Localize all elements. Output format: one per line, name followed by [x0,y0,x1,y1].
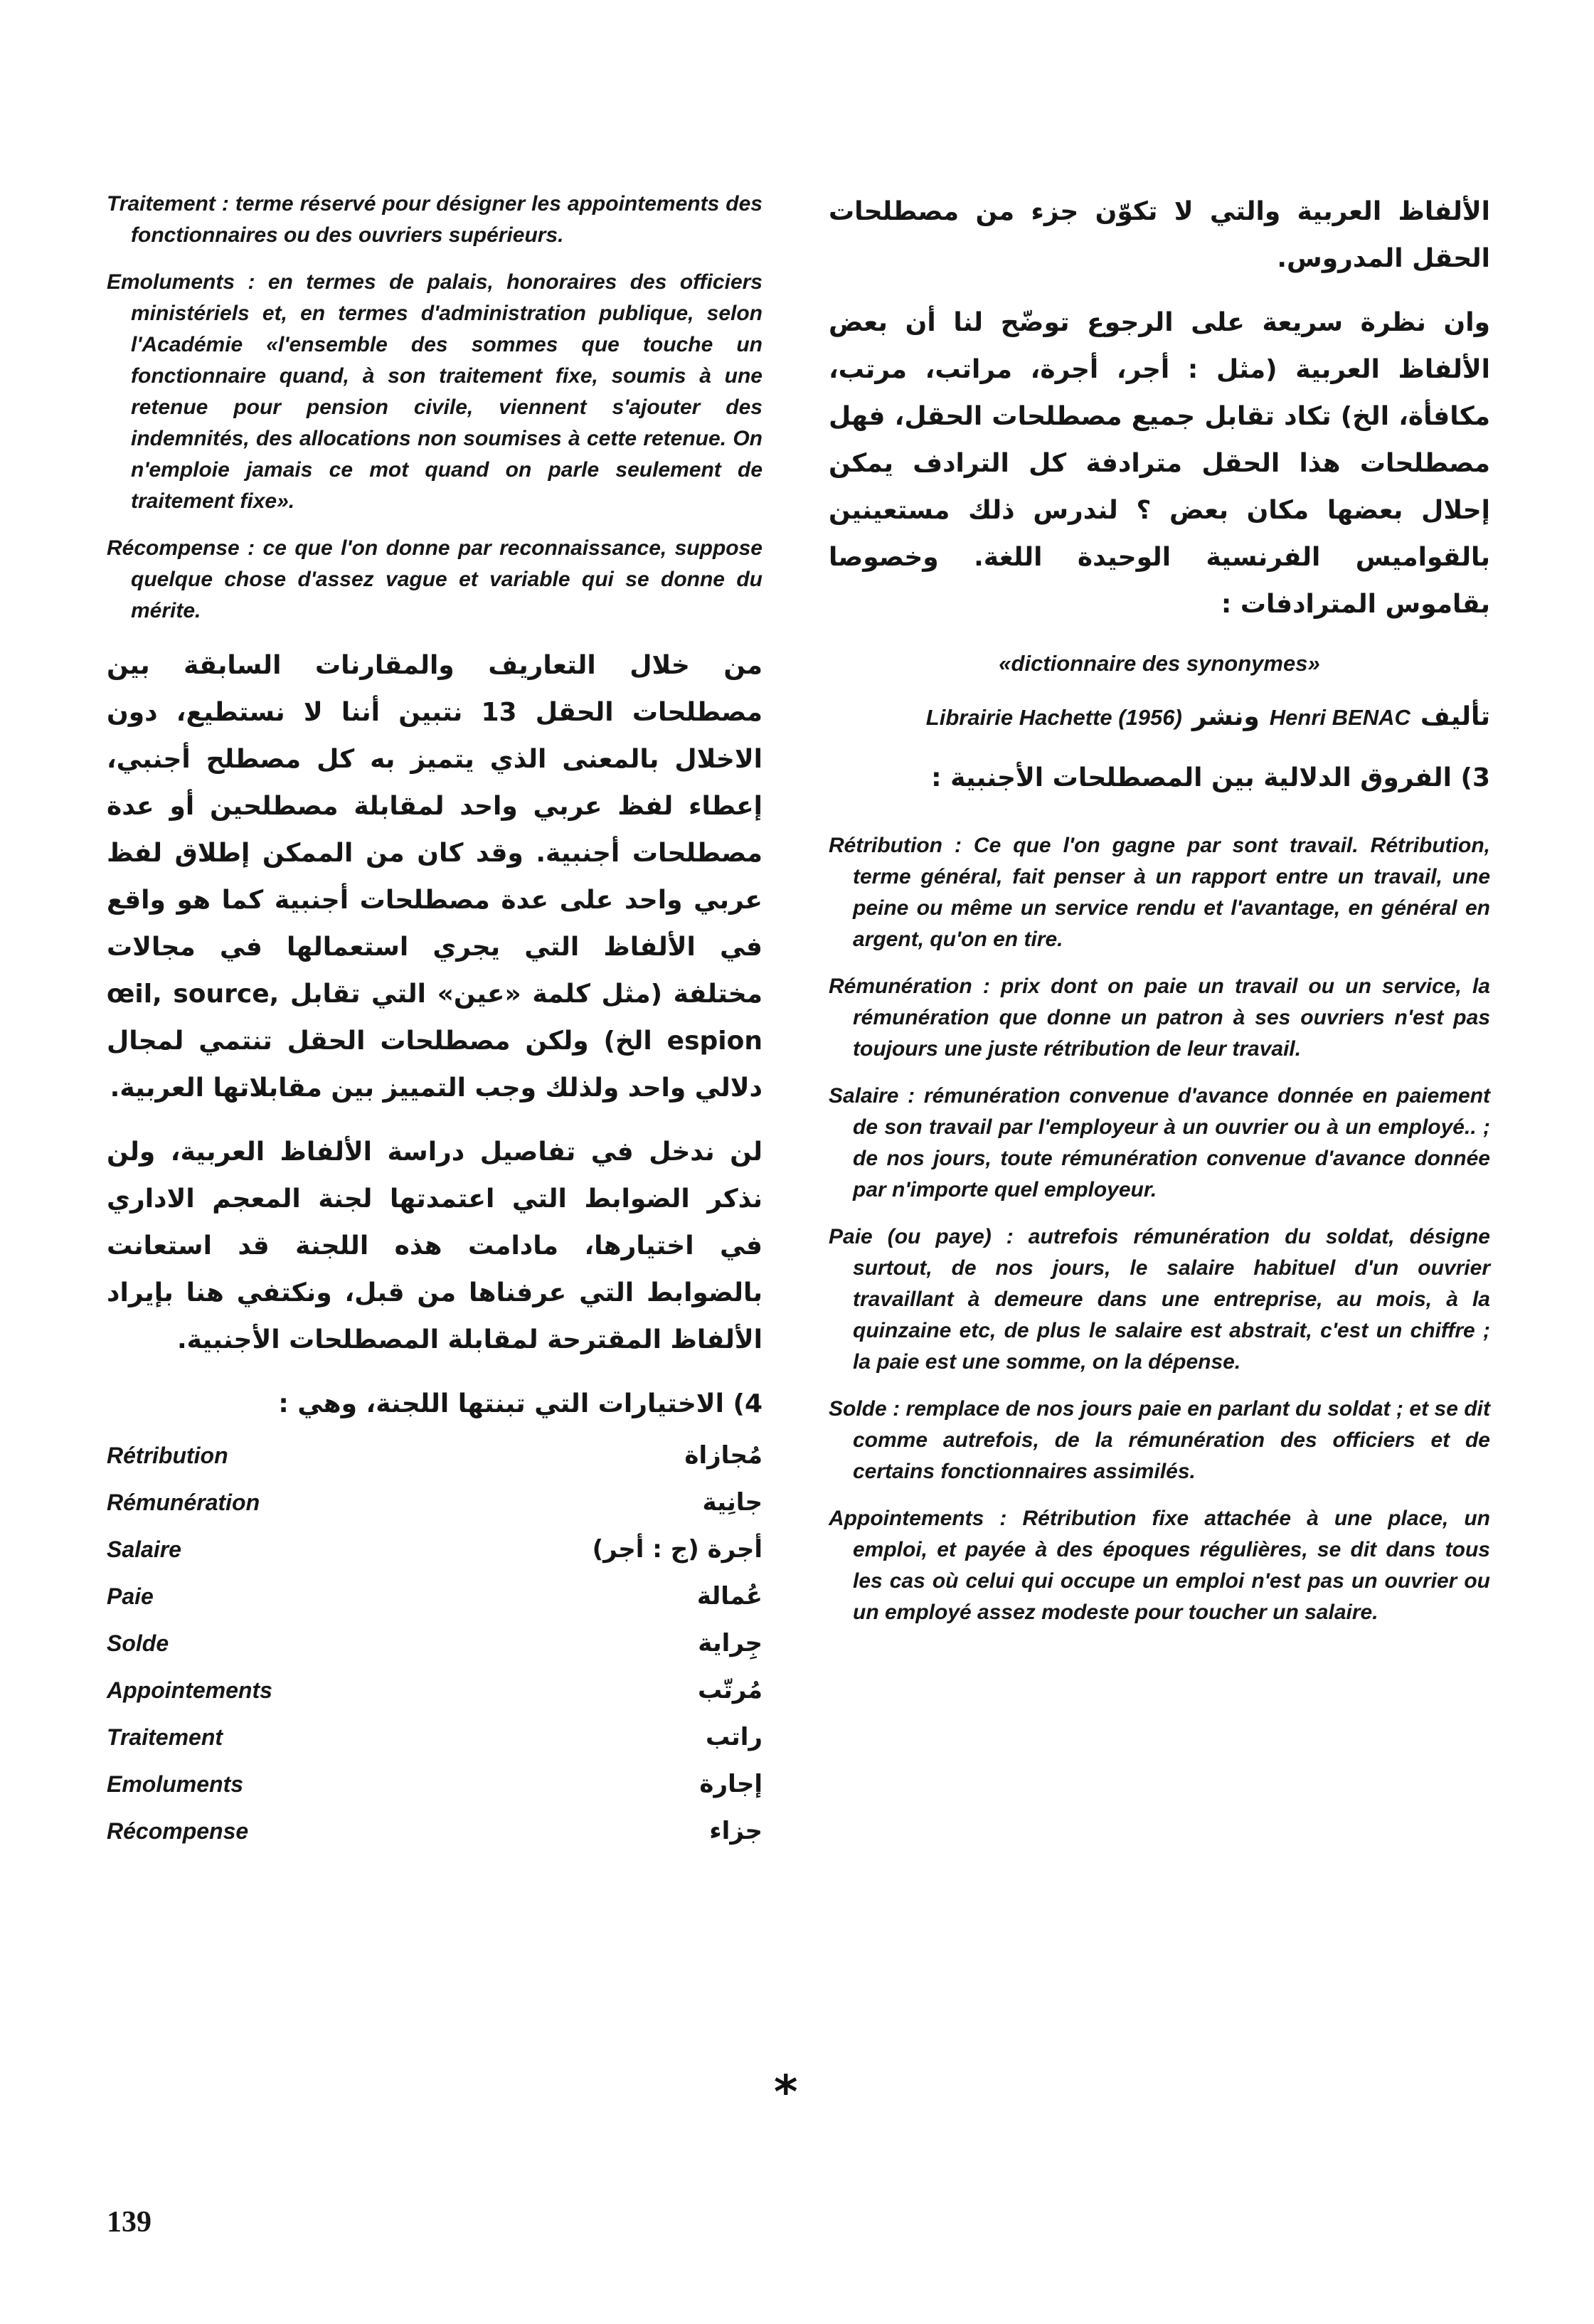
definition-term: Récompense : [107,536,255,560]
option-row [107,1761,763,1808]
dictionary-title: «dictionnaire des synonymes» [999,651,1320,676]
definition-emoluments [107,267,763,517]
option-french-term: Traitement [107,1724,223,1750]
option-arabic-term: مُجازاة [684,1441,763,1470]
option-row [107,1526,763,1573]
arabic-paragraph: الألفاظ العربية والتي لا تكوّن جزء من مصطلحات الحقل المدروس. [829,197,1490,273]
book-author: Henri BENAC [1269,705,1410,730]
option-arabic-term: جانِية [702,1488,763,1517]
definition-term: Emoluments : [107,270,255,294]
section-heading: 3) الفروق الدلالية بين المصطلحات الأجنبية : [931,763,1490,792]
option-arabic-term: راتب [706,1723,763,1751]
option-french-term: Solde [107,1630,169,1656]
choices-heading: 4) الاختيارات التي تبنتها اللجنة، وهي : [278,1389,763,1418]
definition-retribution [829,830,1490,955]
arabic-paragraph: وان نظرة سريعة على الرجوع توضّح لنا أن بعض الألفاظ العربية (مثل : أجر، أجرة، مراتب، مرتب، مكافأة، الخ) تكاد تقابل جميع مصطلحات الحقل، فهل مصطلحات هذا الحقل مترادفة كل الترادف يمكن إحلال بعضها مكان بعض ؟ لندرس ذلك مستعينين بالقواميس الفرنسية الوحيدة اللغة. وخصوصا بقاموس المترادفات : [829,308,1490,619]
option-french-term: Rémunération [107,1489,260,1515]
definition-term: Traitement : [107,192,229,216]
left-column [107,189,763,1855]
book-author-label: تأليف [1420,702,1490,731]
option-arabic-term: جزاء [709,1817,763,1845]
definition-remuneration [829,971,1490,1065]
definition-text: prix dont on paie un travail ou un service, la rémunération que donne un patron à ses ouvriers n'est pas toujours une juste rétribution de leur travail. [853,975,1490,1061]
book-publisher-label: ونشر [1191,702,1260,731]
definition-paie [829,1221,1490,1378]
option-french-term: Récompense [107,1818,249,1844]
option-french-term: Rétribution [107,1442,228,1468]
option-french-term: Appointements [107,1677,272,1703]
definition-text: ce que l'on donne par reconnaissance, suppose quelque chose d'assez vague et variable qui se donne du mérite. [131,536,763,622]
definition-term: Appointements : [829,1507,1007,1530]
option-french-term: Emoluments [107,1771,244,1797]
definition-term: Salaire : [829,1084,915,1108]
option-french-term: Salaire [107,1536,181,1562]
definition-text: terme réservé pour désigner les appointements des fonctionnaires ou des ouvriers supérieurs. [131,192,763,247]
arabic-paragraph: من خلال التعاريف والمقارنات السابقة بين مصطلحات الحقل 13 نتبين أننا لا نستطيع، دون الاخلال بالمعنى الذي يتميز به كل مصطلح أجنبي، إعطاء لفظ عربي واحد لمقابلة مصطلحين أو عدة مصطلحات أجنبية. وقد كان من الممكن إطلاق لفظ عربي واحد على عدة مصطلحات أجنبية كما هو واقع في الألفاظ التي يجري استعمالها في مجالات مختلفة (مثل كلمة «عين» التي تقابل œil, source, espion الخ) ولكن مصطلحات الحقل تنتمي لمجال دلالي واحد ولذلك وجب التمييز بين مقابلاتها العربية. [107,651,763,1103]
option-french-term: Paie [107,1583,154,1609]
definition-text: remplace de nos jours paie en parlant du soldat ; et se dit comme autrefois, de la rémunération des officiers et de certains fonctionnaires assimilés. [853,1397,1490,1483]
definition-term: Solde : [829,1397,900,1421]
definition-text: Ce que l'on gagne par sont travail. Rétribution, terme général, fait penser à un rapport entre un travail, une peine ou même un service rendu et l'avantage, en général en argent, qu'on en tire. [853,834,1490,951]
definition-term: Rémunération : [829,975,990,998]
definition-text: Rétribution fixe attachée à une place, un emploi, et payée à des époques régulières, se dit dans tous les cas où celui qui occupe un emploi n'est pas un ouvrier ou un employé assez modeste pour toucher un salaire. [853,1507,1490,1624]
definition-traitement [107,189,763,251]
option-row [107,1479,763,1526]
option-row [107,1573,763,1620]
page-number: 139 [107,2206,152,2239]
definition-text: autrefois rémunération du soldat, désigne surtout, de nos jours, le salaire habituel d'un ouvrier travaillant à demeure dans une entreprise, au mois, à la quinzaine etc, de plus le salaire est abstrait, c'est un chiffre ; la paie est une somme, on la dépense. [853,1225,1490,1374]
definition-appointements [829,1503,1490,1628]
options-table [107,1432,763,1855]
definition-text: en termes de palais, honoraires des officiers ministériels et, en termes d'administration publique, selon l'Académie «l'ensemble des sommes que touche un fonctionnaire quand, à son traitement fixe, soumis à une retenue pour pension civile, viennent s'ajouter des indemnités, des allocations non soumises à cette retenue. On n'emploie jamais ce mot quand on parle seulement de traitement fixe». [131,270,763,513]
option-arabic-term: أجرة (ج : أجر) [592,1535,763,1564]
option-arabic-term: مُرتّب [698,1676,763,1704]
definition-term: Rétribution : [829,834,962,857]
option-row [107,1667,763,1714]
definition-recompense [107,533,763,627]
definition-text: rémunération convenue d'avance donnée en paiement de son travail par l'employeur à un ouvrier ou à un employé.. ; de nos jours, toute rémunération convenue d'avance donnée par n'importe quel employeur. [853,1084,1491,1201]
option-row [107,1808,763,1855]
option-row [107,1620,763,1667]
right-column [829,189,1490,1644]
asterisk-separator: * [774,2066,798,2119]
book-reference [829,694,1490,741]
option-arabic-term: عُمالة [696,1582,763,1611]
option-arabic-term: إجارة [699,1770,763,1798]
book-publisher: Librairie Hachette (1956) [925,705,1182,730]
option-row [107,1432,763,1479]
definition-term: Paie (ou paye) : [829,1225,1014,1248]
definition-solde [829,1394,1490,1487]
arabic-paragraph: لن ندخل في تفاصيل دراسة الألفاظ العربية، ولن نذكر الضوابط التي اعتمدتها لجنة المعجم الاداري في اختيارها، مادامت هذه اللجنة قد استعانت بالضوابط التي عرفناها من قبل، ونكتفي هنا بإيراد الألفاظ المقترحة لمقابلة المصطلحات الأجنبية. [107,1137,763,1354]
option-arabic-term: جِراية [698,1629,763,1657]
definition-salaire [829,1081,1490,1206]
option-row [107,1714,763,1761]
